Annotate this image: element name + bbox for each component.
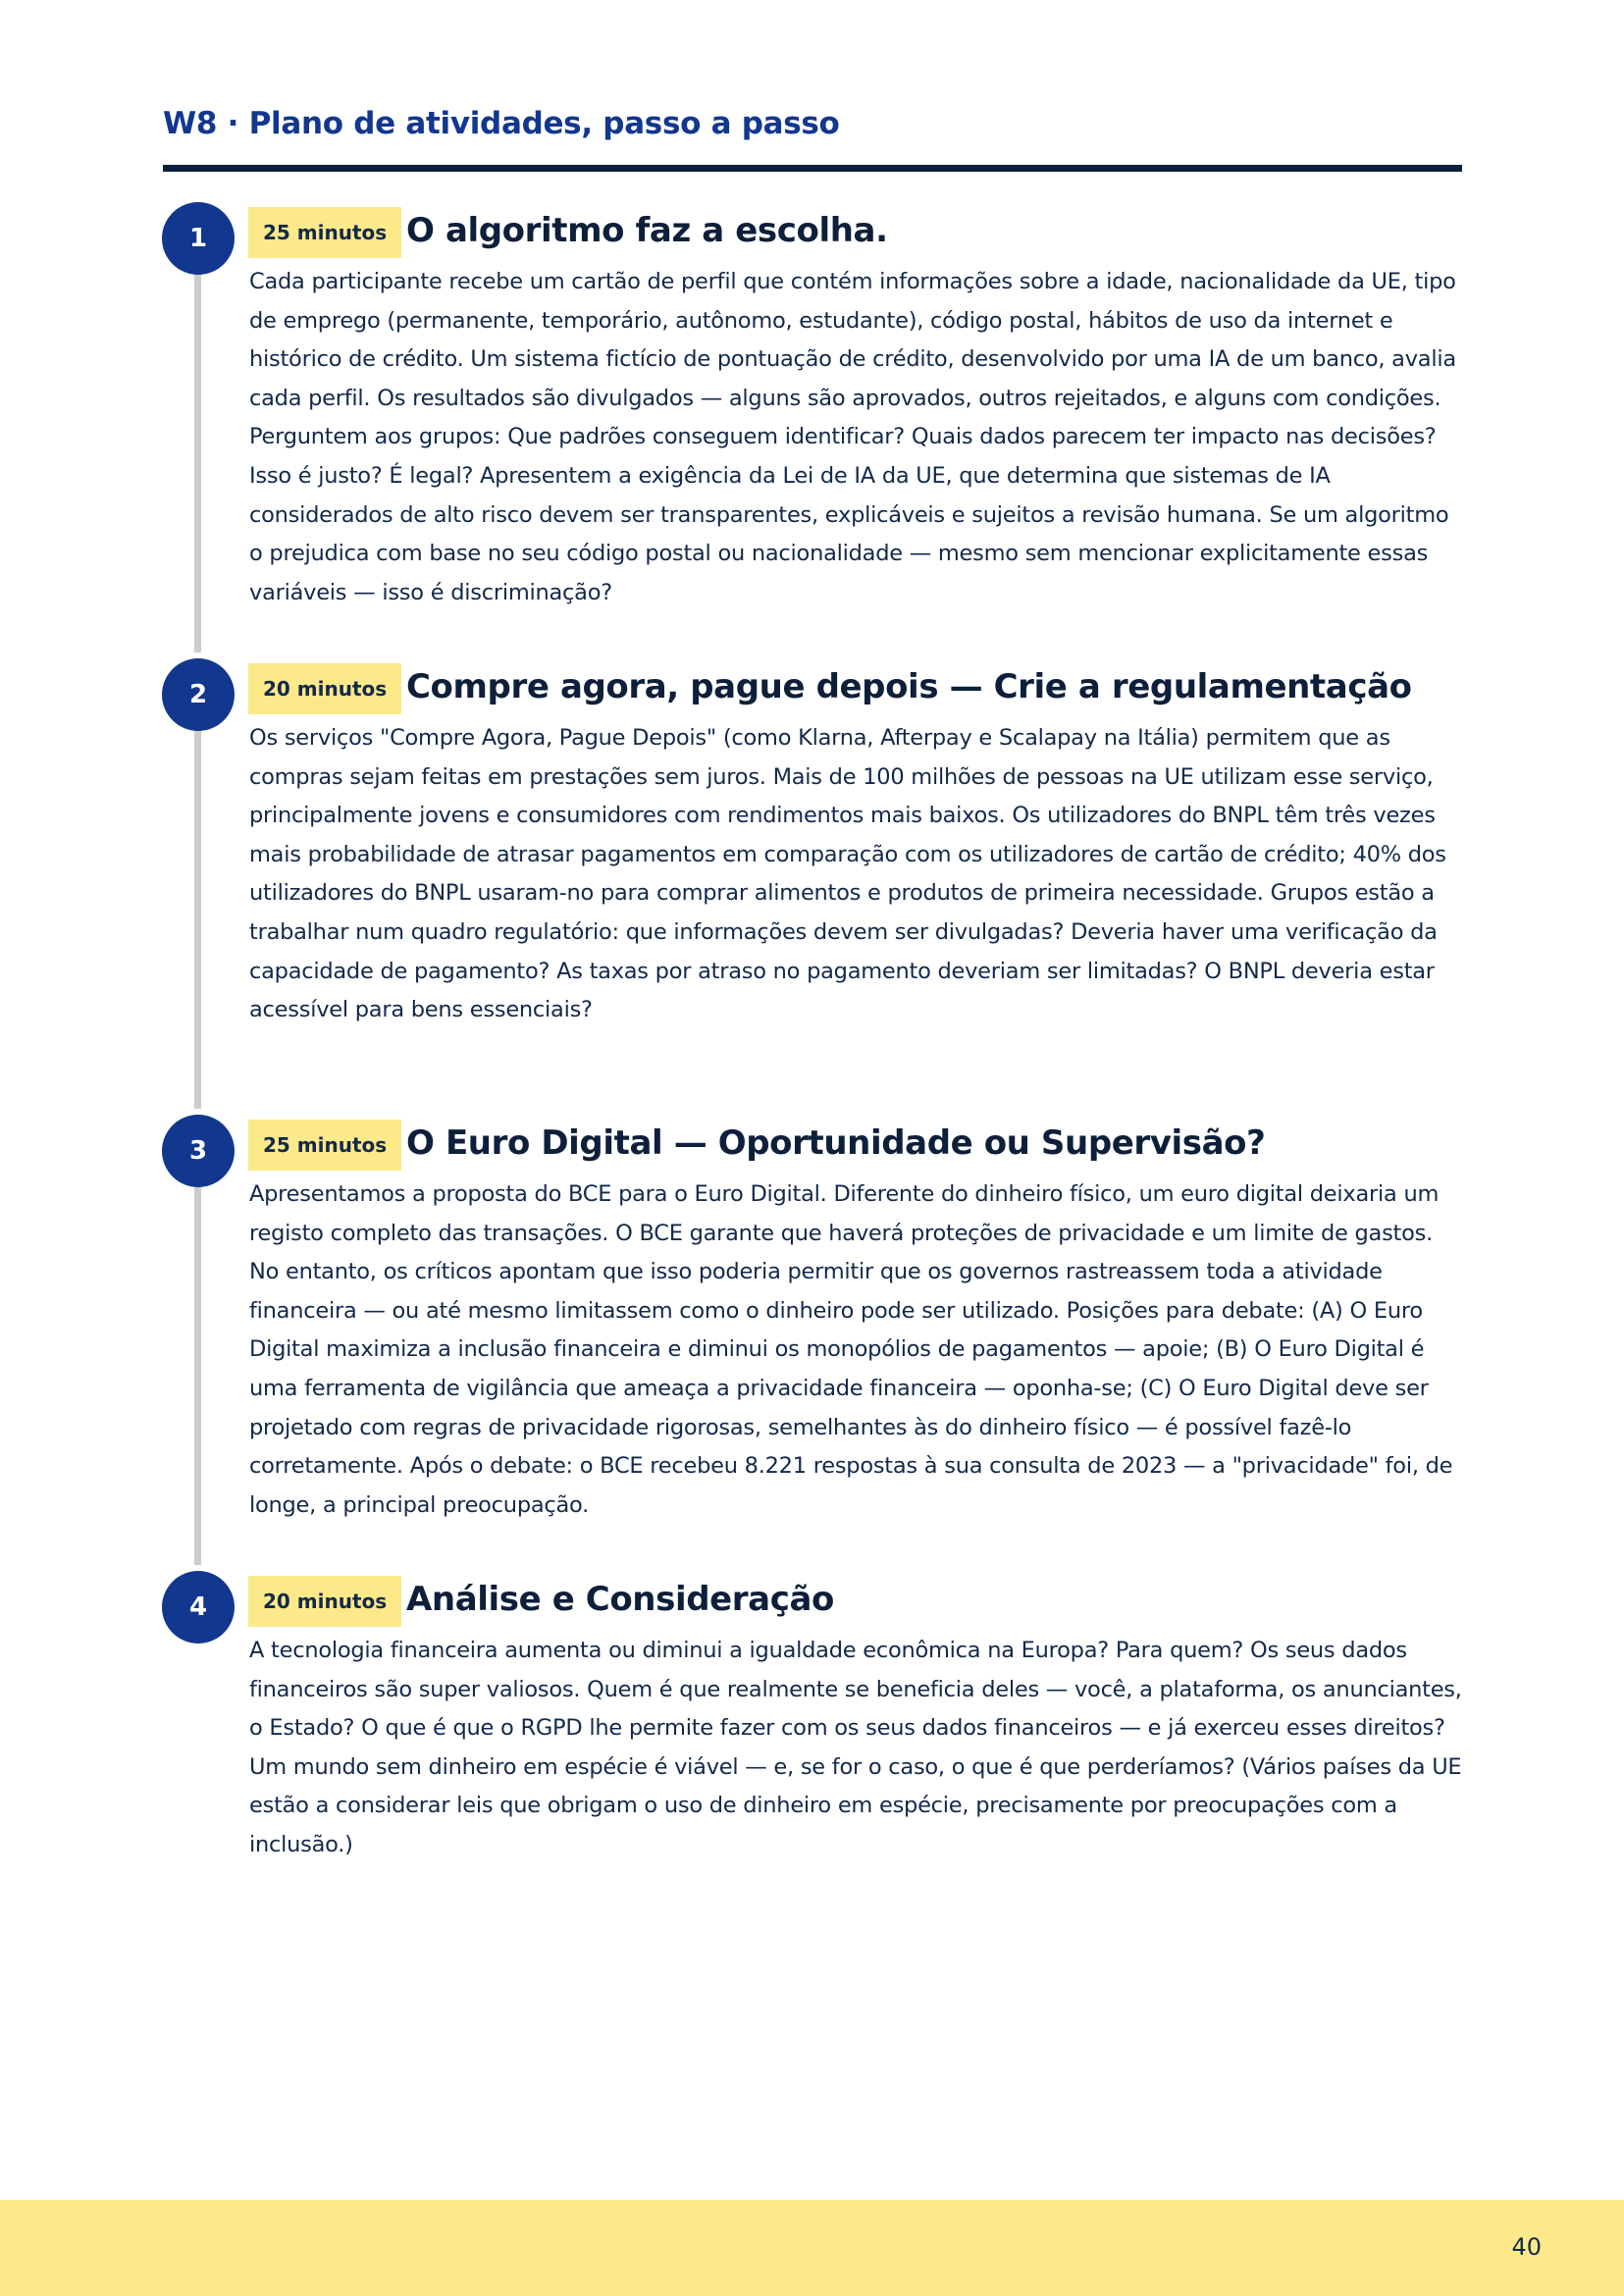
step-description: A tecnologia financeira aumenta ou diminui a igualdade econômica na Europa? Para quem? Os seus dados financeiros são super valiosos. Quem é que realmente se beneficia deles — você, a plataforma, os anunciantes, o Estado? O que é que o RGPD lhe permite fazer com os seus dados financeiros — e já exerceu esses direitos? Um mundo sem dinheiro em espécie é viável — e, se for o caso, o que é que perderíamos? (Vários países da UE estão a considerar leis que obrigam o uso de dinheiro em espécie, precisamente por preocupações com a inclusão.)	[249, 1638, 1462, 1857]
step-description: Apresentamos a proposta do BCE para o Euro Digital. Diferente do dinheiro físico, um euro digital deixaria um registo completo das transações. O BCE garante que haverá proteções de privacidade e um limite de gastos. No entanto, os críticos apontam que isso poderia permitir que os governos rastreassem toda a atividade financeira — ou até mesmo limitassem como o dinheiro pode ser utilizado. Posições para debate: (A) O Euro Digital maximiza a inclusão financeira e diminui os monopólios de pagamentos — apoie; (B) O Euro Digital é uma ferramenta de vigilância que ameaça a privacidade financeira — oponha-se; (C) O Euro Digital deve ser projetado com regras de privacidade rigorosas, semelhantes às do dinheiro físico — é possível fazê-lo corretamente. Após o debate: o BCE recebeu 8.221 respostas à sua consulta de 2023 — a "privacidade" foi, de longe, a principal preocupação.	[249, 1181, 1453, 1518]
step-title: Compre agora, pague depois — Crie a regulamentação	[406, 667, 1412, 706]
time-badge: 20 minutos	[248, 663, 401, 714]
time-badge: 25 minutos	[248, 207, 401, 258]
page-number: 40	[1511, 2233, 1542, 2261]
step-title: O Euro Digital — Oportunidade ou Supervisão?	[406, 1123, 1266, 1163]
step-number-badge: 4	[162, 1571, 235, 1644]
step-description: Cada participante recebe um cartão de perfil que contém informações sobre a idade, nacionalidade da UE, tipo de emprego (permanente, temporário, autônomo, estudante), código postal, hábitos de uso da internet e histórico de crédito. Um sistema fictício de pontuação de crédito, desenvolvido por uma IA de um banco, avalia cada perfil. Os resultados são divulgados — alguns são aprovados, outros rejeitados, e alguns com condições. Perguntem aos grupos: Que padrões conseguem identificar? Quais dados parecem ter impacto nas decisões? Isso é justo? É legal? Apresentem a exigência da Lei de IA da UE, que determina que sistemas de IA considerados de alto risco devem ser transparentes, explicáveis e sujeitos a revisão humana. Se um algoritmo o prejudica com base no seu código postal ou nacionalidade — mesmo sem mencionar explicitamente essas variáveis — isso é discriminação?	[249, 269, 1456, 605]
timeline-connector-1	[194, 240, 201, 652]
footer-band	[0, 2200, 1624, 2296]
step-title: Análise e Consideração	[406, 1580, 834, 1619]
header-rule	[163, 165, 1462, 172]
step-number-badge: 2	[162, 658, 235, 731]
step-description: Os serviços "Compre Agora, Pague Depois" (como Klarna, Afterpay e Scalapay na Itália) permitem que as compras sejam feitas em prestações sem juros. Mais de 100 milhões de pessoas na UE utilizam esse serviço, principalmente jovens e consumidores com rendimentos mais baixos. Os utilizadores do BNPL têm três vezes mais probabilidade de atrasar pagamentos em comparação com os utilizadores de cartão de crédito; 40% dos utilizadores do BNPL usaram-no para comprar alimentos e produtos de primeira necessidade. Grupos estão a trabalhar num quadro regulatório: que informações devem ser divulgadas? Deveria haver uma verificação da capacidade de pagamento? As taxas por atraso no pagamento deveriam ser limitadas? O BNPL deveria estar acessível para bens essenciais?	[249, 725, 1446, 1023]
timeline-connector-2	[194, 697, 201, 1109]
time-badge: 25 minutos	[248, 1120, 401, 1171]
time-badge: 20 minutos	[248, 1576, 401, 1627]
step-number-badge: 3	[162, 1115, 235, 1187]
timeline-connector-3	[194, 1153, 201, 1565]
page-header: W8 · Plano de atividades, passo a passo	[163, 106, 840, 141]
step-title: O algoritmo faz a escolha.	[406, 211, 888, 250]
step-number-badge: 1	[162, 202, 235, 275]
